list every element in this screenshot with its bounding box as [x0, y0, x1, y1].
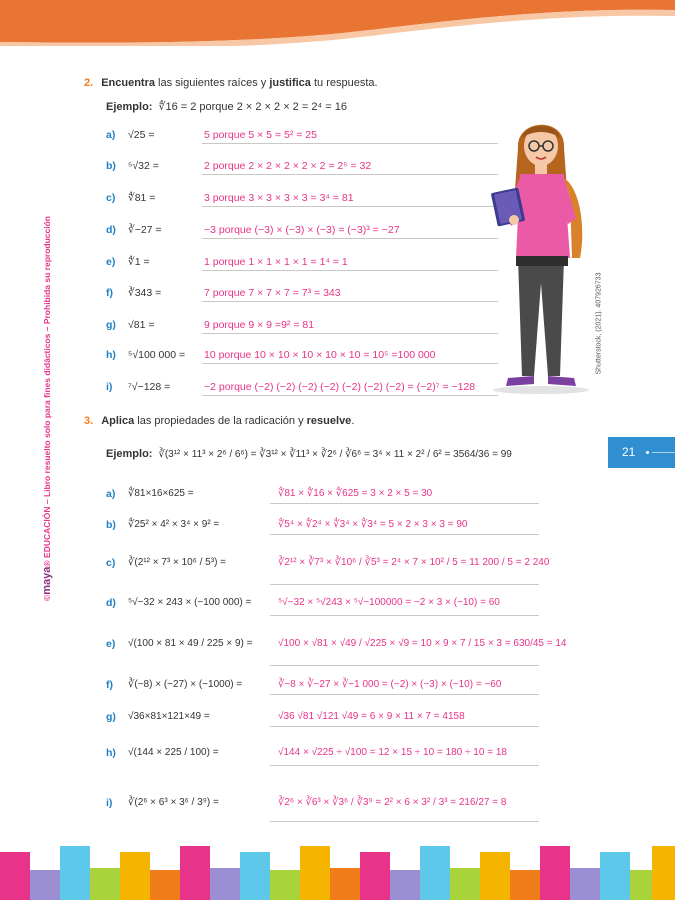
answer-line — [270, 665, 539, 666]
item-expression: ∛(2⁶ × 6³ × 3⁶ / 3⁹) = — [128, 797, 219, 808]
section-2-title-text-1: las siguientes raíces y — [154, 77, 270, 89]
answer-line — [270, 726, 539, 727]
item-answer: ∛2¹² × ∛7³ × ∛10⁶ / ∛5³ = 2⁴ × 7 × 10² / 5 = 11 200 / 5 = 2 240 — [278, 557, 550, 568]
item-expression: √36×81×121×49 = — [128, 711, 210, 722]
section-3-verb-1: Aplica — [101, 415, 135, 427]
section-3-verb-2: resuelve — [306, 415, 352, 427]
answer-line — [270, 615, 539, 616]
item-letter: h) — [106, 747, 116, 759]
top-decorative-bar — [0, 0, 675, 46]
item-answer: 9 porque 9 × 9 =9² = 81 — [204, 319, 315, 331]
item-answer: √100 × √81 × √49 / √225 × √9 = 10 × 9 × 7 / 15 × 3 = 630/45 = 14 — [278, 638, 567, 649]
item-answer: ∜81 × ∜16 × ∜625 = 3 × 2 × 5 = 30 — [278, 488, 433, 499]
item-answer: ∜5⁴ × ∜2⁴ × ∜3⁴ × ∜3⁴ = 5 × 2 × 3 × 3 = 90 — [278, 519, 468, 530]
item-letter: b) — [106, 160, 116, 172]
page-dot — [646, 451, 649, 454]
item-answer: √36 √81 √121 √49 = 6 × 9 × 11 × 7 = 4158 — [278, 711, 465, 722]
item-expression: √81 = — [128, 319, 155, 331]
section-2-number: 2. — [84, 77, 94, 89]
answer-line — [270, 694, 539, 695]
brand-name: maya — [41, 566, 53, 595]
answer-line — [202, 270, 498, 271]
bottom-decorative-stripes — [0, 846, 675, 900]
item-expression: √(100 × 81 × 49 / 225 × 9) = — [128, 638, 253, 649]
item-letter: f) — [106, 679, 113, 691]
item-expression: ∛(−8) × (−27) × (−1000) = — [128, 679, 243, 690]
answer-line — [202, 206, 498, 207]
item-expression: ∜1 = — [128, 256, 150, 268]
item-answer: ∛−8 × ∛−27 × ∛−1 000 = (−2) × (−3) × (−10) = −60 — [278, 679, 502, 690]
item-letter: f) — [106, 287, 113, 299]
answer-line — [270, 821, 539, 822]
item-letter: d) — [106, 224, 116, 236]
item-letter: g) — [106, 711, 116, 723]
section-3-title-text-1: las propiedades de la radicación y — [134, 415, 307, 427]
page-dash — [652, 452, 675, 453]
answer-line — [270, 765, 539, 766]
item-letter: c) — [106, 557, 116, 569]
item-answer: 7 porque 7 × 7 × 7 = 7³ = 343 — [204, 287, 341, 299]
section-3-number: 3. — [84, 415, 94, 427]
item-expression: √(144 × 225 / 100) = — [128, 747, 219, 758]
answer-line — [270, 584, 539, 585]
page-number: 21 — [622, 445, 636, 459]
item-letter: a) — [106, 488, 116, 500]
answer-line — [202, 333, 498, 334]
item-expression: ∛(2¹² × 7³ × 10⁶ / 5³) = — [128, 557, 227, 568]
item-letter: e) — [106, 256, 116, 268]
example-label: Ejemplo: — [106, 101, 153, 113]
item-expression: ∜25² × 4² × 3⁴ × 9² = — [128, 519, 220, 530]
copyright-symbol: © — [42, 594, 52, 601]
item-answer: ⁵√−32 × ⁵√243 × ⁵√−100000 = −2 × 3 × (−10) = 60 — [278, 597, 500, 608]
example-text: ∜16 = 2 porque 2 × 2 × 2 × 2 = 2⁴ = 16 — [158, 101, 347, 113]
section-3-title — [84, 415, 354, 427]
item-expression: ∜81 = — [128, 192, 156, 204]
item-expression: ⁵√32 = — [128, 160, 159, 172]
answer-line — [202, 143, 498, 144]
item-expression: ∜81×16×625 = — [128, 488, 194, 499]
item-answer: −3 porque (−3) × (−3) × (−3) = (−3)³ = −27 — [204, 224, 400, 236]
item-letter: h) — [106, 349, 116, 361]
page-number-tab — [608, 437, 675, 468]
answer-line — [202, 363, 498, 364]
item-letter: a) — [106, 129, 116, 141]
item-answer: 3 porque 3 × 3 × 3 × 3 = 3⁴ = 81 — [204, 192, 354, 204]
item-answer: ∛2⁶ × ∛6³ × ∛3⁶ / ∛3⁹ = 2² × 6 × 3² / 3³ = 216/27 = 8 — [278, 797, 507, 808]
answer-line — [202, 301, 498, 302]
item-expression: ∛343 = — [128, 287, 162, 299]
item-answer: 10 porque 10 × 10 × 10 × 10 × 10 = 10⁵ =100 000 — [204, 349, 436, 361]
item-answer: 5 porque 5 × 5 = 5² = 25 — [204, 129, 317, 141]
item-expression: ⁷√−128 = — [128, 381, 171, 393]
example-text: ∛(3¹² × 11³ × 2⁶ / 6⁶) = ∛3¹² × ∛11³ × ∛2⁶ / ∛6⁶ = 3⁴ × 11 × 2² / 6² = 3564/36 = 99 — [158, 449, 512, 460]
section-2-title-text-2: tu respuesta. — [310, 77, 378, 89]
section-2-verb-1: Encuentra — [101, 77, 155, 89]
copyright-notice: ® EDUCACIÓN – Libro resuelto solo para fines didácticos – Prohibida su reproducción — [42, 216, 52, 567]
section-3-title-text-2: . — [351, 415, 355, 427]
item-expression: ∛−27 = — [128, 224, 162, 236]
section-2-title — [84, 77, 378, 89]
item-letter: d) — [106, 597, 116, 609]
item-letter: i) — [106, 381, 113, 393]
item-letter: g) — [106, 319, 116, 331]
example-label: Ejemplo: — [106, 448, 153, 460]
item-answer: 2 porque 2 × 2 × 2 × 2 × 2 = 2⁵ = 32 — [204, 160, 372, 172]
section-2-example — [106, 100, 347, 113]
answer-line — [202, 395, 498, 396]
item-letter: i) — [106, 797, 113, 809]
item-answer: −2 porque (−2) (−2) (−2) (−2) (−2) (−2) (−2) = (−2)⁷ = −128 — [204, 381, 476, 393]
item-answer: 1 porque 1 × 1 × 1 × 1 = 1⁴ = 1 — [204, 256, 348, 268]
item-expression: ⁵√100 000 = — [128, 349, 186, 361]
item-answer: √144 × √225 ÷ √100 = 12 × 15 ÷ 10 = 180 ÷ 10 = 18 — [278, 747, 507, 758]
section-3-example — [106, 448, 512, 460]
item-letter: b) — [106, 519, 116, 531]
answer-line — [202, 238, 498, 239]
student-illustration — [488, 108, 598, 398]
item-letter: c) — [106, 192, 116, 204]
section-2-verb-2: justifica — [269, 77, 311, 89]
copyright-side-text — [41, 216, 53, 601]
item-expression: ⁵√−32 × 243 × (−100 000) = — [128, 597, 252, 608]
item-letter: e) — [106, 638, 116, 650]
image-credit: Shutterstock, (2021). 407926733 — [595, 272, 603, 375]
answer-line — [270, 503, 539, 504]
item-expression: √25 = — [128, 129, 155, 141]
answer-line — [202, 174, 498, 175]
answer-line — [270, 534, 539, 535]
